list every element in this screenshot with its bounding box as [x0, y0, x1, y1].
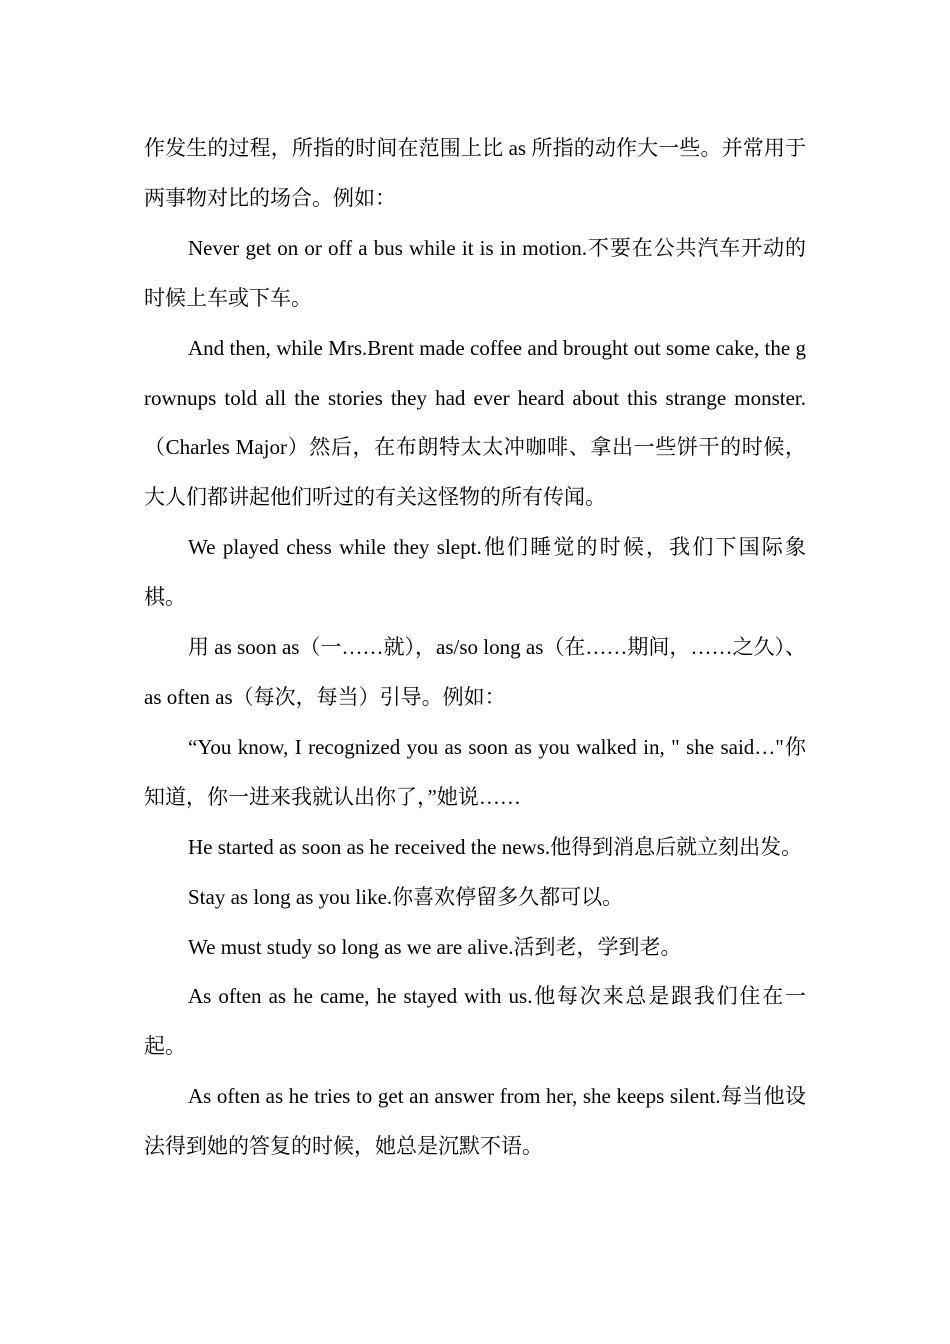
paragraph-example-study: We must study so long as we are alive.活到老，学到老。	[188, 934, 682, 959]
paragraph-rule-as-soon-as: 用 as soon as（一……就），as/so long as（在……期间，……之久）、as often as（每次，每当）引导。例如：	[144, 635, 806, 709]
document-body	[144, 124, 806, 1172]
paragraph-example-stay: Stay as long as you like.你喜欢停留多久都可以。	[188, 884, 624, 909]
paragraph-example-often-tries: As often as he tries to get an answer from her, she keeps silent.每当他设法得到她的答复的时候，她总是沉默不语。	[144, 1084, 806, 1159]
paragraph-example-bus: Never get on or off a bus while it is in motion.不要在公共汽车开动的时候上车或下车。	[144, 235, 806, 310]
paragraph-example-news: He started as soon as he received the news.他得到消息后就立刻出发。	[188, 834, 803, 859]
paragraph-example-often-came: As often as he came, he stayed with us.他每次来总是跟我们住在一起。	[144, 984, 806, 1059]
paragraph-example-chess: We played chess while they slept.他们睡觉的时候，我们下国际象棋。	[144, 535, 806, 610]
paragraph-example-recognized: “You know, I recognized you as soon as you walked in, " she said…"你知道，你一进来我就认出你了，”她说……	[144, 734, 806, 809]
paragraph-continuation: 作发生的过程，所指的时间在范围上比 as 所指的动作大一些。并常用于两事物对比的场合。例如：	[144, 136, 806, 210]
paragraph-example-mrs-brent: And then, while Mrs.Brent made coffee and brought out some cake, the grownups told all the stories they had ever heard about this strange monster.（Charles Major）然后，在布朗特太太冲咖啡、拿出一些饼干的时候，大人们都讲起他们听过的有关这怪物的所有传闻。	[144, 335, 806, 510]
